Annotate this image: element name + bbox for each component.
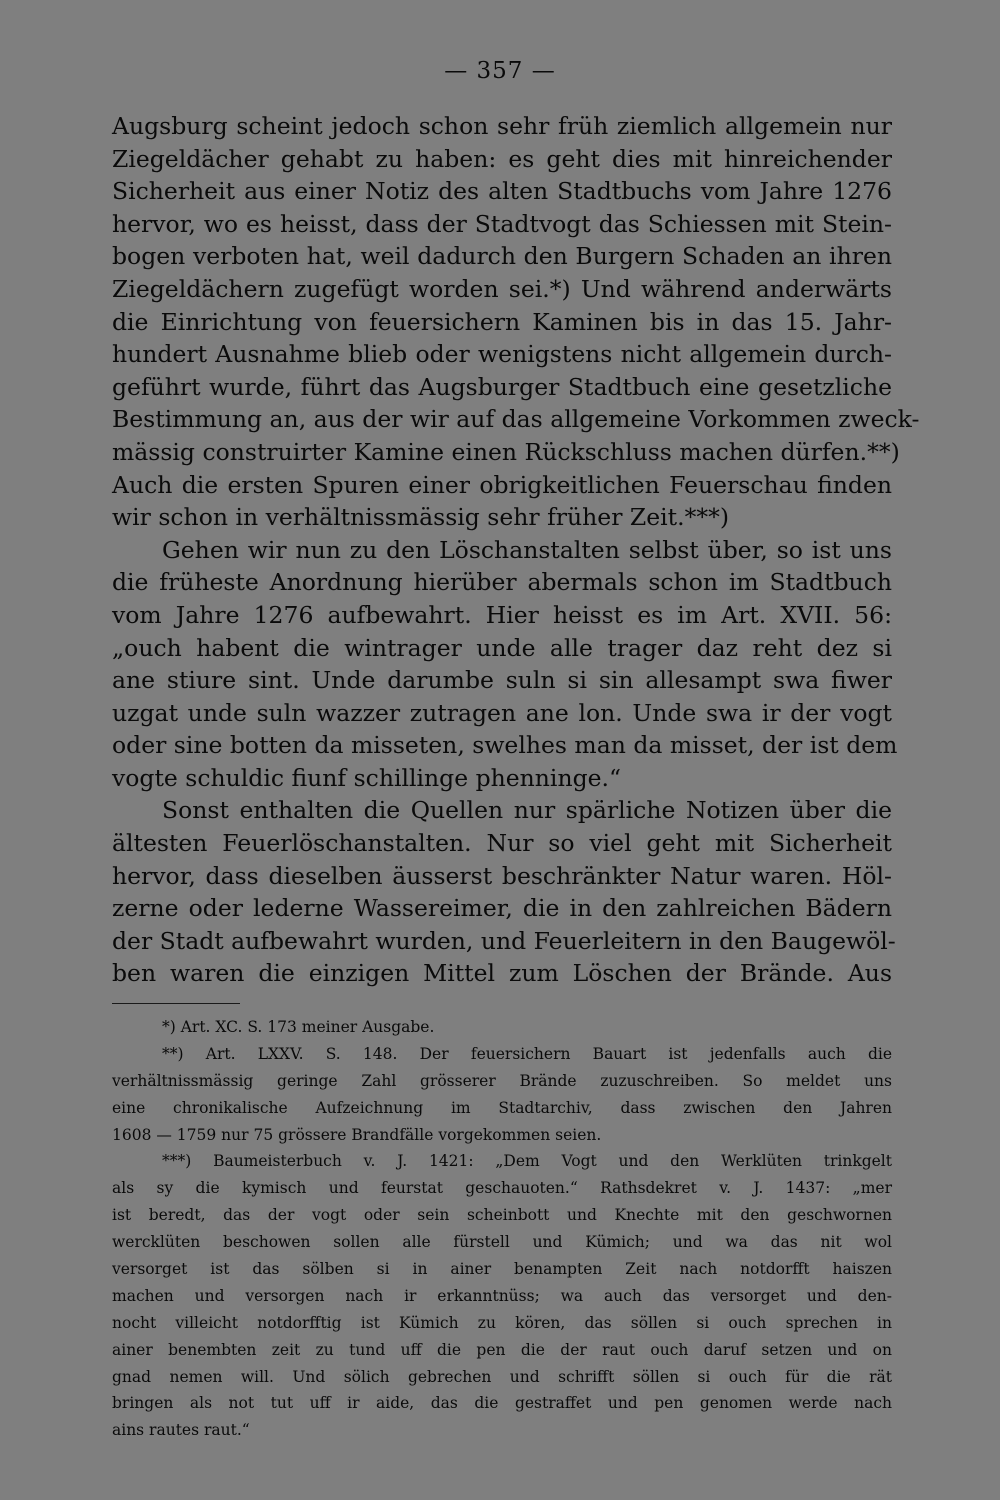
- main-text: [112, 110, 920, 990]
- body-text-line: oder sine botten da misseten, swelhes man da misset, der ist dem: [112, 731, 898, 760]
- body-text-line: vogte schuldic fiunf schillinge phenninge.“: [112, 763, 622, 792]
- footnote-line: ist beredt, das der vogt oder sein scheinbott und Knechte mit den geschwornen: [112, 1206, 892, 1225]
- footnote-line: **) Art. LXXV. S. 148. Der feuersichern Bauart ist jedenfalls auch die: [162, 1044, 892, 1063]
- body-text-line: mässig construirter Kamine einen Rückschluss machen dürfen.**): [112, 437, 900, 466]
- body-text-line: bogen verboten hat, weil dadurch den Burgern Schaden an ihren: [112, 242, 892, 271]
- body-text-line: hervor, wo es heisst, dass der Stadtvogt das Schiessen mit Stein-: [112, 209, 892, 238]
- footnote-line: ***) Baumeisterbuch v. J. 1421: „Dem Vogt und den Werklüten trinkgelt: [162, 1152, 892, 1171]
- body-text-line: Ziegeldächern zugefügt worden sei.*) Und während anderwärts: [112, 274, 892, 303]
- footnote-line: machen und versorgen nach ir erkanntnüss; wa auch das versorget und den-: [112, 1286, 892, 1305]
- body-text-line: Sonst enthalten die Quellen nur spärliche Notizen über die: [162, 796, 892, 825]
- body-text-line: Augsburg scheint jedoch schon sehr früh ziemlich allgemein nur: [112, 112, 892, 140]
- footnote-line: ains rautes raut.“: [112, 1421, 250, 1440]
- footnote-line: versorget ist das sölben si in ainer benampten Zeit nach notdorfft haiszen: [112, 1260, 892, 1279]
- page-number: — 357 —: [444, 58, 556, 84]
- footnote-line: wercklüten beschowen sollen alle fürstell und Kümich; und wa das nit wol: [112, 1233, 892, 1252]
- body-text-line: die Einrichtung von feuersichern Kaminen bis in das 15. Jahr-: [112, 307, 892, 336]
- body-text-line: ben waren die einzigen Mittel zum Löschen der Brände. Aus: [112, 959, 892, 988]
- body-text-line: Bestimmung an, aus der wir auf das allgemeine Vorkommen zweck-: [112, 405, 920, 434]
- body-text-line: ane stiure sint. Unde darumbe suln si sin allesampt swa fiwer: [112, 666, 892, 695]
- footnote-line: verhältnissmässig geringe Zahl grösserer Brände zuzuschreiben. So meldet uns: [112, 1071, 892, 1090]
- body-text-line: zerne oder lederne Wassereimer, die in den zahlreichen Bädern: [112, 894, 892, 923]
- footnote-line: nocht villeicht notdorfftig ist Kümich zu kören, das söllen si ouch sprechen in: [112, 1313, 892, 1332]
- body-text-line: „ouch habent die wintrager unde alle trager daz reht dez si: [112, 633, 892, 662]
- footnotes: [112, 1014, 892, 1444]
- body-text-line: Ziegeldächer gehabt zu haben: es geht dies mit hinreichender: [112, 144, 892, 173]
- body-text-line: vom Jahre 1276 aufbewahrt. Hier heisst es im Art. XVII. 56:: [112, 600, 892, 629]
- footnote-line: eine chronikalische Aufzeichnung im Stadtarchiv, dass zwischen den Jahren: [112, 1098, 892, 1117]
- footnote-line: gnad nemen will. Und sölich gebrechen und schrifft söllen si ouch für die rät: [112, 1367, 892, 1386]
- footnote-line: als sy die kymisch und feurstat geschauoten.“ Rathsdekret v. J. 1437: „mer: [112, 1179, 892, 1198]
- body-text-line: hervor, dass dieselben äusserst beschränkter Natur waren. Höl-: [112, 861, 892, 890]
- body-text-line: ältesten Feuerlöschanstalten. Nur so viel geht mit Sicherheit: [112, 829, 892, 858]
- footnote-separator: [112, 1003, 240, 1004]
- body-text-line: geführt wurde, führt das Augsburger Stadtbuch eine gesetzliche: [112, 372, 892, 401]
- body-text-line: hundert Ausnahme blieb oder wenigstens nicht allgemein durch-: [112, 340, 892, 369]
- body-text-line: Auch die ersten Spuren einer obrigkeitlichen Feuerschau finden: [112, 470, 892, 499]
- body-text-line: wir schon in verhältnissmässig sehr früher Zeit.***): [112, 503, 730, 532]
- body-text-line: uzgat unde suln wazzer zutragen ane lon. Unde swa ir der vogt: [112, 698, 892, 727]
- footnote-line: 1608 — 1759 nur 75 grössere Brandfälle vorgekommen seien.: [112, 1125, 602, 1144]
- body-text-line: Sicherheit aus einer Notiz des alten Stadtbuchs vom Jahre 1276: [112, 177, 892, 206]
- footnote-line: bringen als not tut uff ir aide, das die gestraffet und pen genomen werde nach: [112, 1394, 892, 1413]
- body-text-line: der Stadt aufbewahrt wurden, und Feuerleitern in den Baugewöl-: [112, 926, 896, 955]
- body-text-line: Gehen wir nun zu den Löschanstalten selbst über, so ist uns: [162, 535, 892, 564]
- body-text-line: die früheste Anordnung hierüber abermals schon im Stadtbuch: [112, 568, 892, 597]
- footnote-line: *) Art. XC. S. 173 meiner Ausgabe.: [162, 1018, 435, 1036]
- footnote-line: ainer benembten zeit zu tund uff die pen die der raut ouch daruf setzen und on: [112, 1340, 892, 1359]
